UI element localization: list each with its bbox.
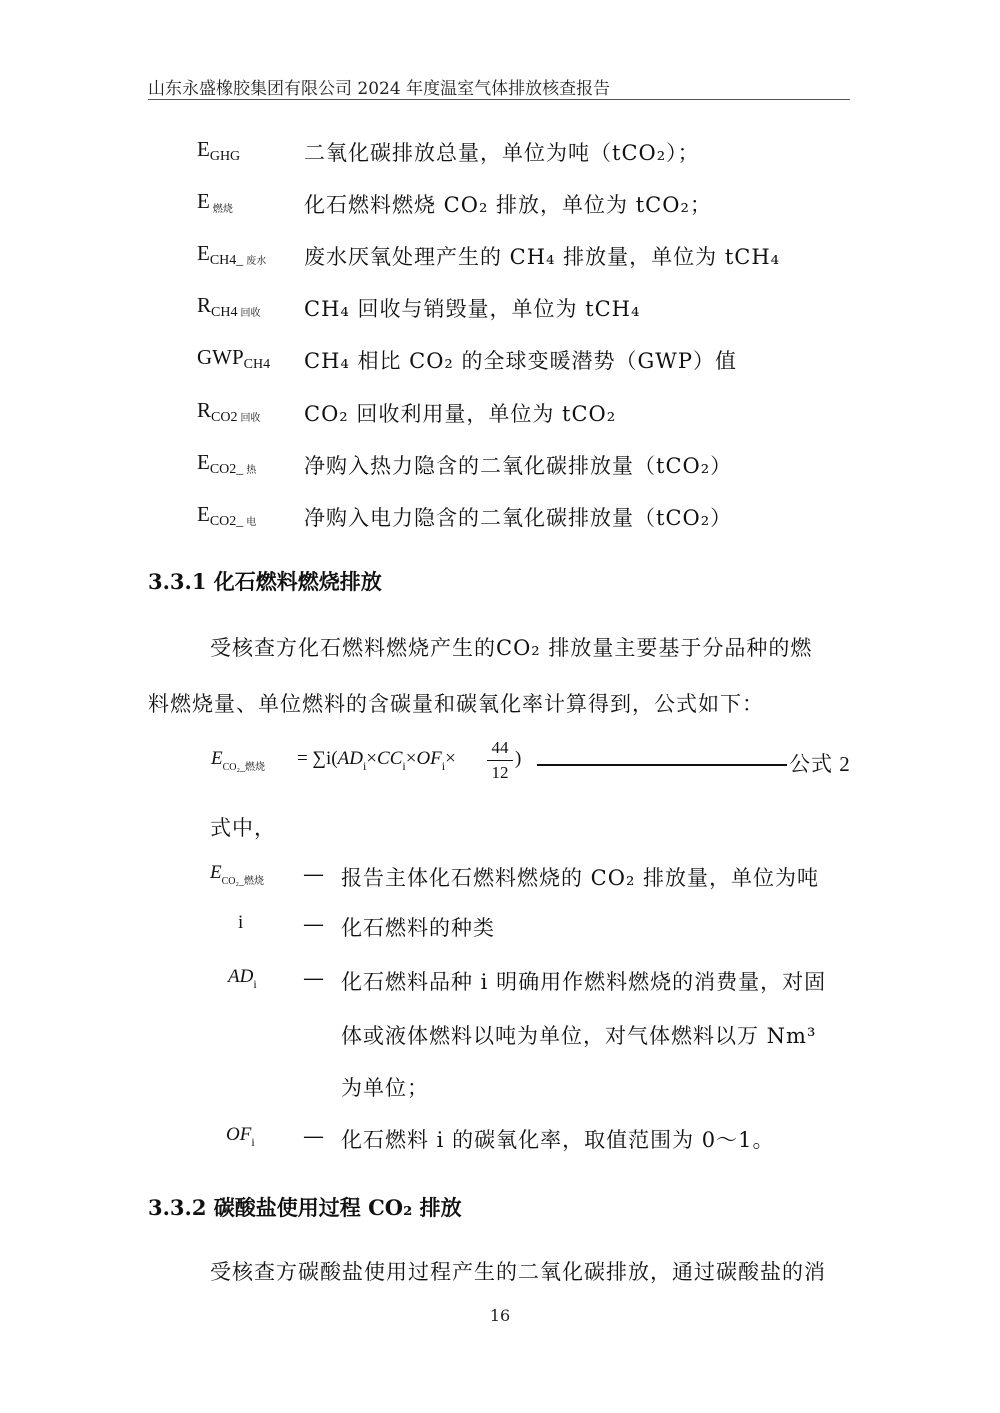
where-dash: — bbox=[303, 966, 324, 990]
where-intro: 式中， bbox=[210, 816, 276, 840]
formula-body: = $\sum i(AD_i\times CC_i\times OF_i\times$ bbox=[297, 748, 456, 773]
where-symbol: $OF_i$ bbox=[226, 1124, 255, 1149]
where-description-continued: 为单位； bbox=[341, 1076, 429, 1100]
paragraph-line: 料燃烧量、单位燃料的含碳量和碳氧化率计算得到，公式如下： bbox=[148, 692, 764, 716]
formula-lhs: $E_{CO_2\_燃烧}$ bbox=[211, 748, 265, 773]
definition-row bbox=[0, 345, 1000, 381]
where-symbol: $E_{CO_2\_燃烧}$ bbox=[210, 862, 264, 887]
where-symbol: i bbox=[238, 912, 244, 933]
formula-close-paren: ) bbox=[515, 748, 522, 769]
where-description: 报告主体化石燃料燃烧的 CO₂ 排放量，单位为吨 bbox=[341, 866, 820, 890]
definition-row bbox=[0, 137, 1000, 173]
header-rule bbox=[148, 99, 850, 100]
definition-symbol: RCH4 回收 bbox=[197, 293, 261, 320]
definition-description: 净购入热力隐含的二氧化碳排放量（tCO₂） bbox=[304, 454, 733, 478]
where-dash: — bbox=[303, 862, 324, 886]
definition-row bbox=[0, 241, 1000, 277]
definition-description: 净购入电力隐含的二氧化碳排放量（tCO₂） bbox=[304, 506, 733, 530]
paragraph-line: 受核查方碳酸盐使用过程产生的二氧化碳排放，通过碳酸盐的消 bbox=[210, 1260, 826, 1284]
formula-fraction: 44 12 bbox=[487, 738, 513, 783]
where-symbol: $AD_i$ bbox=[228, 966, 257, 991]
definition-symbol: E燃烧 bbox=[197, 189, 233, 215]
where-dash: — bbox=[303, 1124, 324, 1148]
formula-label: 公式 2 bbox=[789, 752, 851, 776]
definition-description: CO₂ 回收利用量，单位为 tCO₂ bbox=[304, 402, 617, 426]
definition-description: CH₄ 相比 CO₂ 的全球变暖潜势（GWP）值 bbox=[304, 349, 738, 373]
paragraph-line: 受核查方化石燃料燃烧产生的CO₂ 排放量主要基于分品种的燃 bbox=[210, 636, 813, 660]
definition-symbol: ECH4_ 废水 bbox=[197, 241, 267, 268]
definition-symbol: RCO2 回收 bbox=[197, 398, 261, 425]
running-header: 山东永盛橡胶集团有限公司 2024 年度温室气体排放核查报告 bbox=[148, 79, 611, 99]
definition-symbol: EGHG bbox=[197, 137, 241, 164]
where-description-continued: 体或液体燃料以吨为单位，对气体燃料以万 Nm³ bbox=[341, 1024, 817, 1048]
section-heading: 3.3.1 化石燃料燃烧排放 bbox=[148, 569, 382, 594]
definition-row bbox=[0, 293, 1000, 329]
definition-description: CH₄ 回收与销毁量，单位为 tCH₄ bbox=[304, 297, 641, 321]
where-description: 化石燃料的种类 bbox=[341, 916, 495, 940]
definition-symbol: ECO2_ 热 bbox=[197, 450, 257, 477]
definition-row bbox=[0, 398, 1000, 434]
definition-symbol: ECO2_ 电 bbox=[197, 502, 257, 529]
where-description: 化石燃料品种 i 明确用作燃料燃烧的消费量，对固 bbox=[341, 970, 827, 994]
definition-row bbox=[0, 189, 1000, 225]
definition-row bbox=[0, 502, 1000, 538]
definition-description: 废水厌氧处理产生的 CH₄ 排放量，单位为 tCH₄ bbox=[304, 245, 781, 269]
where-description: 化石燃料 i 的碳氧化率，取值范围为 0～1。 bbox=[341, 1128, 775, 1152]
page-number: 16 bbox=[489, 1306, 511, 1325]
definition-description: 化石燃料燃烧 CO₂ 排放，单位为 tCO₂； bbox=[304, 193, 712, 217]
formula bbox=[211, 738, 851, 794]
definition-symbol: GWPCH4 bbox=[197, 345, 271, 372]
formula-leader-line bbox=[537, 764, 787, 766]
definition-row bbox=[0, 450, 1000, 486]
where-dash: — bbox=[303, 912, 324, 936]
section-heading: 3.3.2 碳酸盐使用过程 CO₂ 排放 bbox=[148, 1195, 462, 1220]
definition-description: 二氧化碳排放总量，单位为吨（tCO₂）； bbox=[304, 141, 700, 165]
